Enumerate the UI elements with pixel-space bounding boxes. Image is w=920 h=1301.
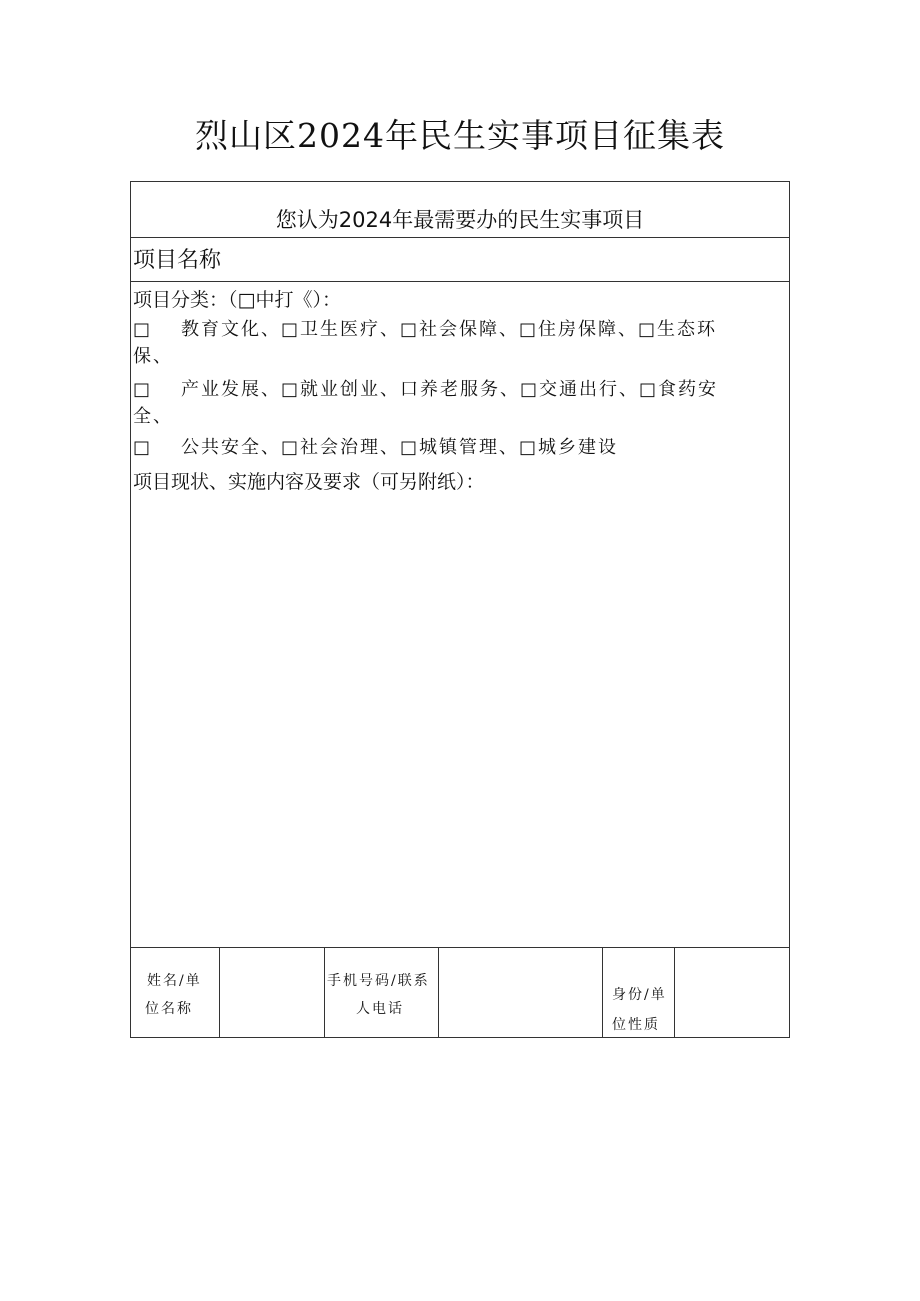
- phone-value-cell[interactable]: [439, 948, 603, 1037]
- project-status-label: 项目现状、实施内容及要求（可另附纸）：: [133, 471, 485, 493]
- category-label: 项目分类：（□中打《）：: [133, 289, 341, 311]
- category-options-line[interactable]: [133, 316, 783, 344]
- project-details-row[interactable]: [131, 282, 789, 948]
- collection-form: [130, 181, 790, 1038]
- name-label-cell: [131, 948, 220, 1037]
- checkbox-icon[interactable]: □: [133, 379, 153, 400]
- name-label-line2: 位名称: [145, 1001, 193, 1017]
- identity-label-cell: [603, 948, 675, 1037]
- form-header-row: [131, 182, 789, 238]
- category-options-text: 教育文化、□卫生医疗、□社会保障、□住房保障、□生态环: [181, 319, 718, 340]
- phone-label-cell: [325, 948, 439, 1037]
- checkbox-icon[interactable]: □: [133, 319, 153, 340]
- category-options-text: 公共安全、□社会治理、□城镇管理、□城乡建设: [181, 437, 619, 458]
- identity-label-line2: 位性质: [612, 1017, 660, 1033]
- name-label-line1: 姓名/单: [147, 973, 202, 989]
- page-title: 烈山区2024年民生实事项目征集表: [195, 116, 725, 155]
- category-options-line[interactable]: [133, 376, 783, 404]
- phone-label-line2: 人电话: [356, 1001, 404, 1017]
- category-options-text: 产业发展、□就业创业、口养老服务、□交通出行、□食药安: [181, 379, 719, 400]
- name-value-cell[interactable]: [220, 948, 325, 1037]
- phone-label-line1: 手机号码/联系: [327, 973, 430, 989]
- category-options-line[interactable]: [133, 434, 783, 462]
- checkbox-icon[interactable]: □: [133, 437, 153, 458]
- category-options-text: 全、: [133, 406, 173, 427]
- category-options-line: [133, 343, 783, 371]
- category-options-text: 保、: [133, 346, 173, 367]
- form-subtitle: 您认为2024年最需要办的民生实事项目: [275, 208, 645, 232]
- project-name-label: 项目名称: [133, 248, 222, 273]
- project-name-row[interactable]: [131, 238, 789, 282]
- category-options-line: [133, 403, 783, 431]
- identity-value-cell[interactable]: [675, 948, 789, 1037]
- contact-info-row: [131, 948, 789, 1037]
- identity-label-line1: 身份/单: [612, 987, 667, 1003]
